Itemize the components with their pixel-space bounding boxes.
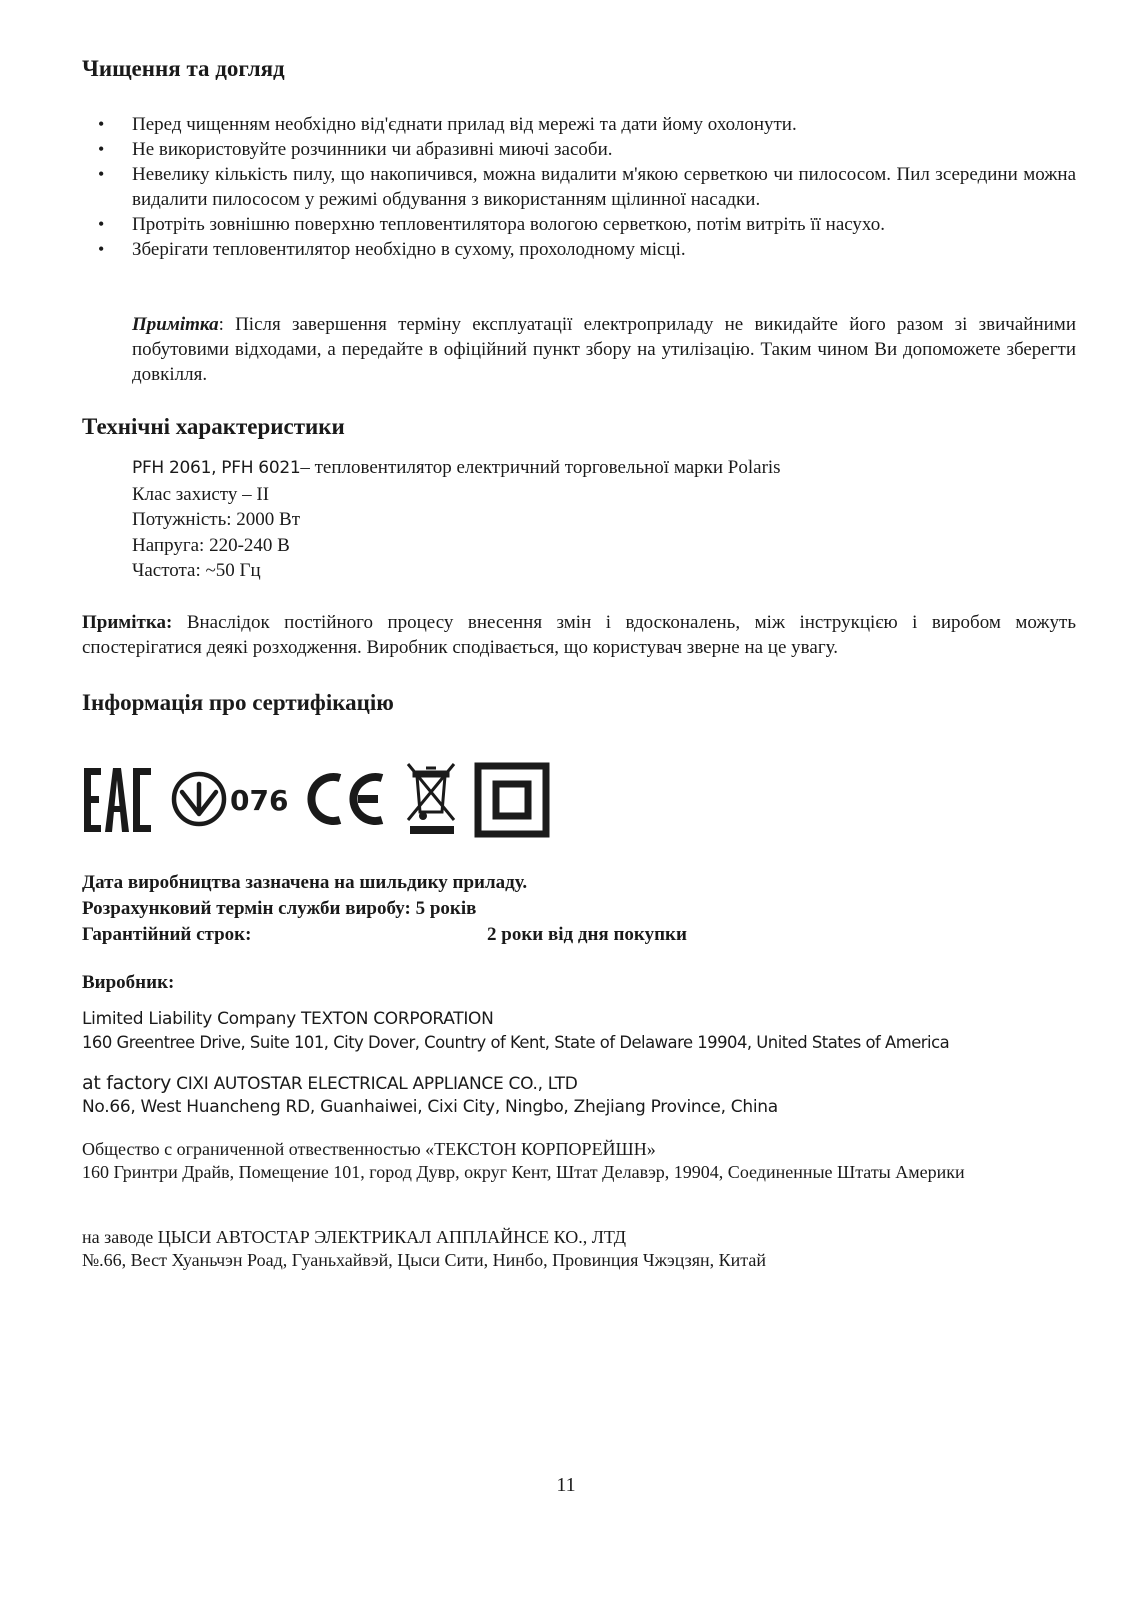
- spec-model-desc: – тепловентилятор електричний торговельної марки Polaris: [300, 457, 781, 478]
- cleaning-list: [82, 112, 1076, 262]
- spec-voltage: Напруга: 220-240 В: [132, 534, 290, 556]
- class-ii-double-insulation-icon: [474, 762, 550, 838]
- address-en: 160 Greentree Drive, Suite 101, City Dover, Country of Kent, State of Delaware 19904, United States of America: [82, 1033, 950, 1052]
- eac-mark-icon: [82, 766, 154, 834]
- factory-prefix: at factory: [82, 1072, 172, 1094]
- page-number: 11: [556, 1474, 576, 1496]
- ce-mark-icon: [306, 770, 388, 828]
- factory-name-ru: на заводе ЦЫСИ АВТОСТАР ЭЛЕКТРИКАЛ АППЛАЙНСЕ КО., ЛТД: [82, 1227, 627, 1247]
- disclaimer-text: Внаслідок постійного процесу внесення змін і вдосконалень, між інструкцією і виробом можуть спостерігатися деякі розходження. Виробник сподівається, що користувач зверне на це увагу.: [82, 612, 1076, 658]
- factory-en: [82, 1072, 1076, 1119]
- cleaning-note: [132, 312, 1076, 387]
- certification-heading: Інформація про сертифікацію: [82, 690, 394, 715]
- manufacturer-en: [82, 1008, 1076, 1054]
- specs-heading: Технічні характеристики: [82, 414, 345, 439]
- cleaning-heading: Чищення та догляд: [82, 56, 285, 81]
- factory-name-en: CIXI AUTOSTAR ELECTRICAL APPLIANCE CO., LTD: [171, 1074, 578, 1094]
- conformity-code: 076: [230, 784, 289, 817]
- manufacturer-label: Виробник:: [82, 972, 175, 993]
- spec-model: PFH 2061, PFH 6021: [132, 458, 301, 478]
- spec-protection: Клас захисту – II: [132, 483, 270, 505]
- ukraine-conformity-mark-icon: [170, 770, 296, 828]
- production-info: [82, 870, 1076, 996]
- service-life: Розрахунковий термін служби виробу: 5 років: [82, 898, 477, 919]
- note-text: : Після завершення терміну експлуатації електроприладу не викидайте його разом зі звичайними побутовими відходами, а передайте в офіційний пункт збору на утилізацію. Таким чином Ви допоможете зберегти довкілля.: [132, 314, 1076, 385]
- factory-en-line: [82, 1072, 1076, 1096]
- list-item: • Протріть зовнішню поверхню тепловентилятора вологою серветкою, потім витріть її насухо.: [82, 212, 1076, 237]
- address-ru: 160 Гринтри Драйв, Помещение 101, город Дувр, округ Кент, Штат Делавэр, 19904, Соединенные Штаты Америки: [82, 1162, 965, 1182]
- spec-model-line: [132, 455, 781, 482]
- factory-ru: [82, 1226, 1076, 1272]
- company-en: Limited Liability Company TEXTON CORPORATION: [82, 1009, 494, 1029]
- production-date: Дата виробництва зазначена на шильдику приладу.: [82, 872, 528, 893]
- manufacturer-ru: [82, 1138, 1076, 1184]
- disclaimer-label: Примітка:: [82, 612, 173, 633]
- note-label: Примітка: [132, 314, 219, 335]
- spec-power: Потужність: 2000 Вт: [132, 509, 301, 530]
- certification-marks: [82, 758, 562, 842]
- list-item: • Перед чищенням необхідно від'єднати прилад від мережі та дати йому охолонути.: [82, 112, 1076, 137]
- spec-frequency: Частота: ~50 Гц: [132, 560, 261, 581]
- weee-bin-icon: [404, 758, 460, 838]
- warranty-label: Гарантійний строк:: [82, 924, 252, 945]
- disclaimer-note: [82, 610, 1076, 660]
- warranty-row: [82, 922, 1076, 948]
- factory-address-ru: №.66, Вест Хуаньчэн Роад, Гуаньхайвэй, Цыси Сити, Нинбо, Провинция Чжэцзян, Китай: [82, 1250, 766, 1270]
- list-item: • Не використовуйте розчинники чи абразивні миючі засоби.: [82, 137, 1076, 162]
- list-item: • Зберігати тепловентилятор необхідно в сухому, прохолодному місці.: [82, 237, 1076, 262]
- company-ru: Общество с ограниченной отвественностью «ТЕКСТОН КОРПОРЕЙШН»: [82, 1139, 656, 1159]
- specs-block: [132, 455, 781, 584]
- list-item: • Невелику кількість пилу, що накопичився, можна видалити м'якою серветкою чи пилососом. Пил зсередини можна видалити пилососом у режимі обдування з використанням щілинної насадки.: [82, 162, 1076, 212]
- warranty-value: 2 роки від дня покупки: [487, 924, 687, 945]
- factory-address-en: No.66, West Huancheng RD, Guanhaiwei, Cixi City, Ningbo, Zhejiang Province, China: [82, 1097, 778, 1117]
